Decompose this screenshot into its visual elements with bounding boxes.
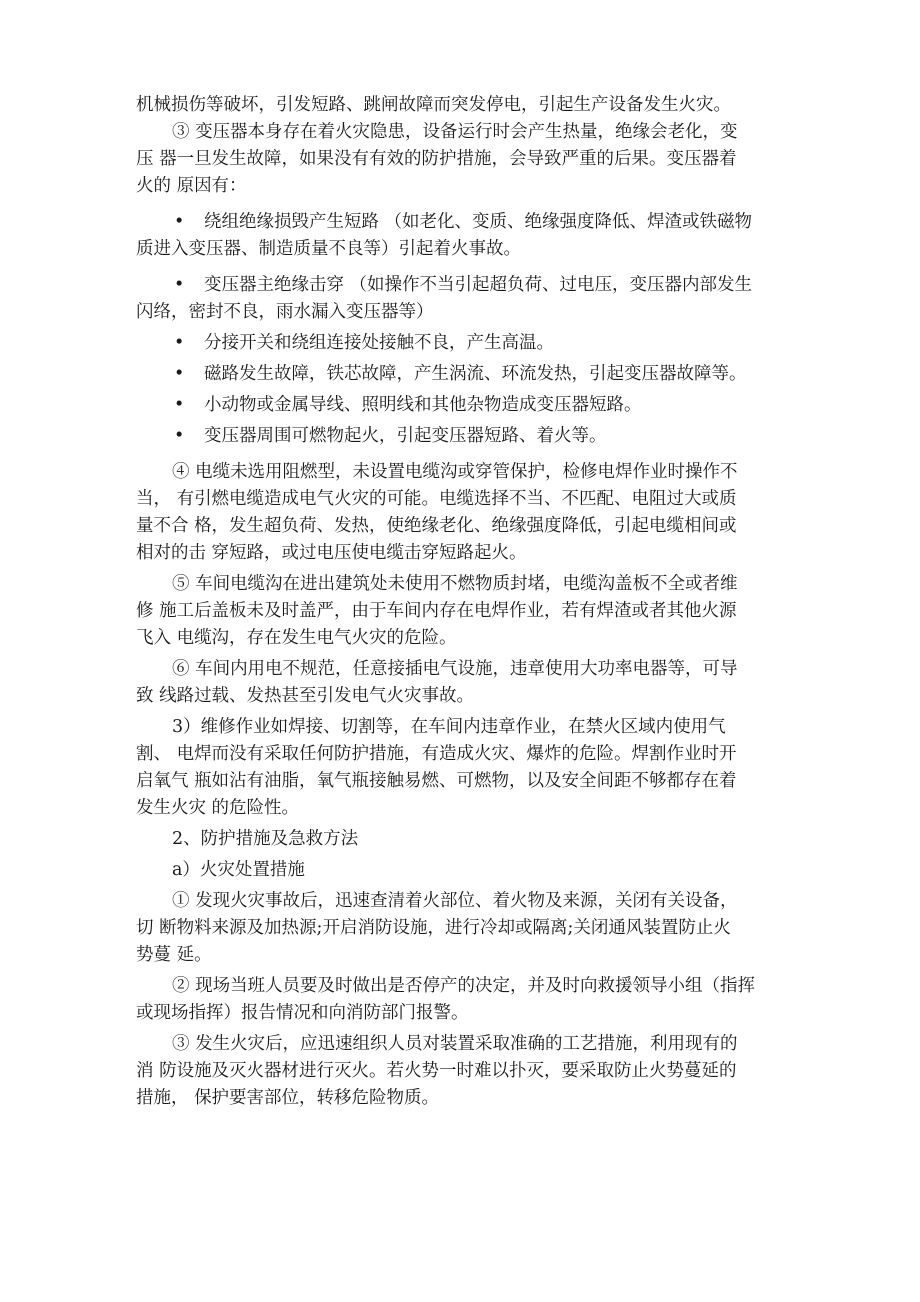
bullet-text: 小动物或金属导线、照明线和其他杂物造成变压器短路。 (204, 395, 642, 415)
bullet-item (136, 361, 786, 388)
text-line: ⑥ 车间内用电不规范，任意接插电气设施，违章使用大功率电器等，可导 (172, 659, 738, 679)
text-line: ③ 发生火灾后，应迅速组织人员对装置采取准确的工艺措施，利用现有的 (172, 1034, 738, 1054)
bullet-item (136, 392, 786, 419)
text-line: 切 断物料来源及加热源;开启消防设施，进行冷却或隔离;关闭通风装置防止火 (136, 918, 731, 938)
text-line: ② 现场当班人员要及时做出是否停产的决定，并及时向救援领导小组（指挥 (172, 976, 756, 996)
text-line: 当， 有引燃电缆造成电气火灾的可能。电缆选择不当、不匹配、电阻过大或质 (136, 489, 737, 509)
text-line: 割、 电焊而没有采取任何防护措施，有造成火灾、爆炸的危险。焊割作业时开 (136, 744, 737, 764)
bullet-item (136, 423, 786, 450)
text-line: 3）维修作业如焊接、切割等，在车间内违章作业，在禁火区域内使用气 (172, 717, 726, 737)
bullet-text: 变压器周围可燃物起火，引起变压器短路、着火等。 (204, 426, 607, 446)
text-line: 相对的击 穿短路，或过电压使电缆击穿短路起火。 (136, 543, 527, 563)
bullet-icon: • (174, 212, 185, 232)
text-line: 致 线路过载、发热甚至引发电气火灾事故。 (136, 686, 475, 706)
bullet-text: 磁路发生故障，铁芯故障，产生涡流、环流发热，引起变压器故障等。 (204, 364, 747, 384)
bullet-icon: • (174, 275, 185, 295)
bullet-icon: • (174, 364, 185, 384)
text-line: 消 防设施及灭火器材进行灭火。若火势一时难以扑灭，要采取防止火势蔓延的 (136, 1061, 737, 1081)
text-line: 发生火灾 的危险性。 (136, 798, 300, 818)
bullet-item (136, 330, 786, 357)
text-line: ① 发现火灾事故后，迅速查清着火部位、着火物及来源，关闭有关设备， (172, 891, 738, 911)
text-line: ④ 电缆未选用阻燃型，未设置电缆沟或穿管保护，检修电焊作业时操作不 (172, 462, 738, 482)
bullet-text: 分接开关和绕组连接处接触不良，产生高温。 (204, 333, 554, 353)
bullet-icon: • (174, 426, 185, 446)
bullet-item (136, 209, 786, 236)
text-line: 压 器一旦发生故障，如果没有有效的防护措施，会导致严重的后果。变压器着 (136, 149, 737, 169)
text-line: 机械损伤等破坏，引发短路、跳闸故障而突发停电，引起生产设备发生火灾。 (136, 95, 731, 115)
section-heading: 2、防护措施及急救方法 (172, 829, 359, 849)
text-line: 启氧气 瓶如沾有油脂，氧气瓶接触易燃、可燃物，以及安全间距不够都存在着 (136, 771, 737, 791)
text-line: 闪络，密封不良，雨水漏入变压器等） (136, 302, 434, 322)
text-line: 飞入 电缆沟，存在发生电气火灾的危险。 (136, 628, 457, 648)
text-line: 势蔓 延。 (136, 945, 212, 965)
bullet-item (136, 272, 786, 299)
bullet-text: 绕组绝缘损毁产生短路 （如老化、变质、绝缘强度降低、焊渣或铁磁物 (204, 212, 753, 232)
document-body (136, 92, 786, 1112)
bullet-text: 变压器主绝缘击穿 （如操作不当引起超负荷、过电压，变压器内部发生 (204, 275, 753, 295)
text-line: 火的 原因有： (136, 176, 247, 196)
text-line: 量不合 格，发生超负荷、发热，使绝缘老化、绝缘强度降低，引起电缆相间或 (136, 516, 737, 536)
text-line: ⑤ 车间电缆沟在进出建筑处未使用不燃物质封堵，电缆沟盖板不全或者维 (172, 574, 738, 594)
text-line: 或现场指挥）报告情况和向消防部门报警。 (136, 1003, 469, 1023)
subsection-heading: a）火灾处置措施 (172, 860, 305, 880)
text-line: 质进入变压器、制造质量不良等）引起着火事故。 (136, 239, 521, 259)
text-line: 修 施工后盖板未及时盖严，由于车间内存在电焊作业，若有焊渣或者其他火源 (136, 601, 737, 621)
text-line: ③ 变压器本身存在着火灾隐患，设备运行时会产生热量，绝缘会老化，变 (172, 122, 738, 142)
bullet-icon: • (174, 395, 185, 415)
text-line: 措施， 保护要害部位，转移危险物质。 (136, 1088, 440, 1108)
bullet-icon: • (174, 333, 185, 353)
